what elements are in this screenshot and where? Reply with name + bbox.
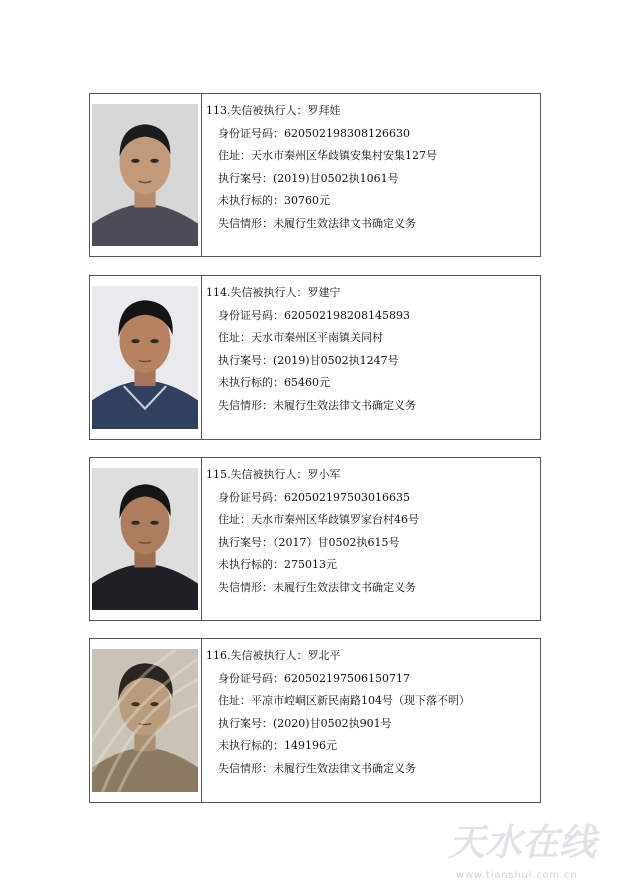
watermark-url: www.tianshui.com.cn xyxy=(456,870,578,881)
address: 住址：天水市秦州区平南镇关同村 xyxy=(218,331,383,344)
record-heading: 116.失信被执行人：罗北平 xyxy=(206,649,341,662)
unpaid-amount: 未执行标的：275013元 xyxy=(218,558,337,571)
record-heading: 115.失信被执行人：罗小军 xyxy=(206,468,341,481)
record-heading: 114.失信被执行人：罗建宁 xyxy=(206,286,341,299)
dishonesty-situation: 失信情形：未履行生效法律文书确定义务 xyxy=(218,761,416,775)
case-number: 执行案号：(2019)甘0502执1061号 xyxy=(218,171,399,185)
dishonesty-situation: 失信情形：未履行生效法律文书确定义务 xyxy=(218,398,416,412)
portrait-photo xyxy=(92,649,198,792)
record-heading: 113.失信被执行人：罗拜娃 xyxy=(206,104,341,117)
id-number: 身份证号码：620502198308126630 xyxy=(218,126,410,140)
portrait-image xyxy=(92,649,198,792)
id-number: 身份证号码：620502198208145893 xyxy=(218,308,410,322)
case-number: 执行案号：(2020)甘0502执901号 xyxy=(218,716,392,730)
record-info xyxy=(206,464,536,599)
id-number: 身份证号码：620502197506150717 xyxy=(218,671,410,685)
portrait-image xyxy=(92,468,198,610)
photo-cell xyxy=(90,276,202,439)
record-info xyxy=(206,282,536,417)
record-card-115 xyxy=(89,457,541,621)
case-number: 执行案号：(2019)甘0502执1247号 xyxy=(218,353,399,367)
photo-cell xyxy=(90,458,202,620)
case-number: 执行案号：（2017）甘0502执615号 xyxy=(218,535,400,549)
portrait-photo xyxy=(92,468,198,610)
address: 住址：天水市秦州区华歧镇罗家台村46号 xyxy=(218,513,419,526)
record-info xyxy=(206,645,536,780)
unpaid-amount: 未执行标的：30760元 xyxy=(218,194,330,207)
photo-cell xyxy=(90,639,202,802)
record-card-114 xyxy=(89,275,541,440)
record-card-116 xyxy=(89,638,541,803)
unpaid-amount: 未执行标的：65460元 xyxy=(218,376,330,389)
dishonesty-situation: 失信情形：未履行生效法律文书确定义务 xyxy=(218,580,416,594)
id-number: 身份证号码：620502197503016635 xyxy=(218,490,410,504)
portrait-image xyxy=(92,286,198,429)
photo-cell xyxy=(90,94,202,256)
site-watermark xyxy=(448,812,626,886)
portrait-photo xyxy=(92,104,198,246)
dishonesty-situation: 失信情形：未履行生效法律文书确定义务 xyxy=(218,216,416,230)
address: 住址：天水市秦州区华歧镇安集村安集127号 xyxy=(218,149,437,162)
address: 住址：平凉市崆峒区新民南路104号（现下落不明） xyxy=(218,694,470,707)
record-card-113 xyxy=(89,93,541,257)
portrait-image xyxy=(92,104,198,246)
record-info xyxy=(206,100,536,235)
unpaid-amount: 未执行标的：149196元 xyxy=(218,739,337,752)
portrait-photo xyxy=(92,286,198,429)
watermark-logo-text: 天水在线 xyxy=(448,820,596,864)
